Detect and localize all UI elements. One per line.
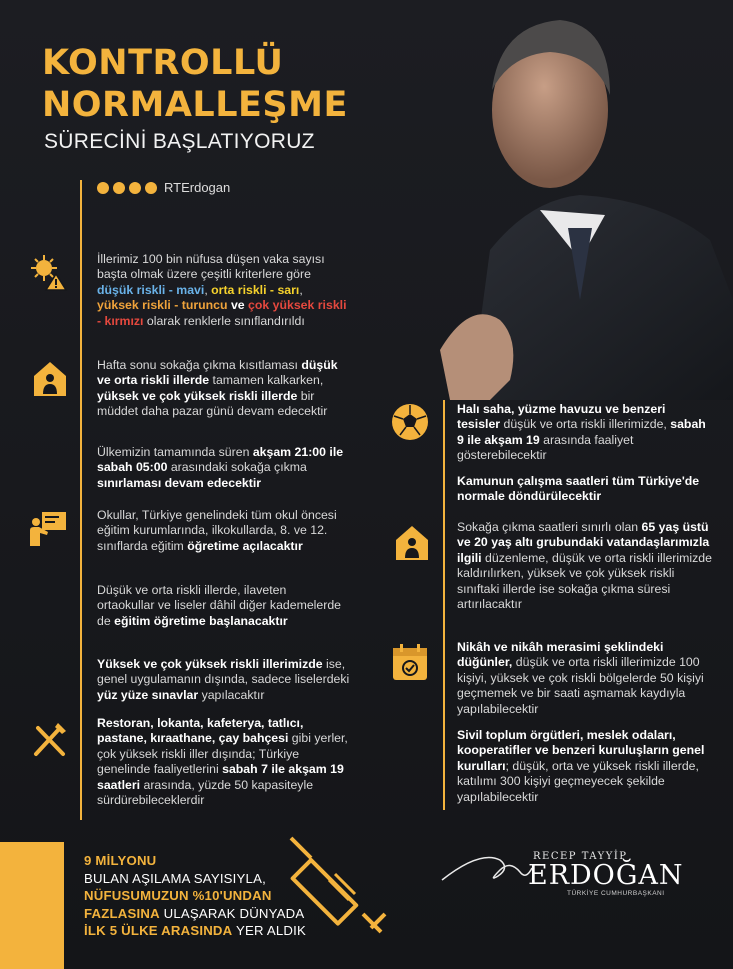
sports-facilities-text: Halı saha, yüzme havuzu ve benzeri tesisler düşük ve orta riskli illerimizde, sabah 9 ile akşam 19 arasında faaliyet gösterebilecektir xyxy=(457,402,706,463)
instagram-icon[interactable] xyxy=(129,182,141,194)
portrait-photo xyxy=(430,0,733,400)
weekend-curfew-text: Hafta sonu sokağa çıkma kısıtlaması düşük ve orta riskli illerde tamamen kalkarken, yüksek ve çok yüksek riskli illerde bir müddet daha pazar günü devam edecektir xyxy=(97,358,338,419)
fork-knife-icon xyxy=(30,720,70,760)
other-schools-text: Düşük ve orta riskli illerde, ilaveten ortaokullar ve liseler dâhil diğer kademelerde de eğitim öğretime başlanacaktır xyxy=(97,583,342,628)
home-person-icon xyxy=(392,522,432,562)
social-handle: RTErdogan xyxy=(164,180,231,195)
risk-classification-text: İllerimiz 100 bin nüfusa düşen vaka sayısı başta olmak üzere çeşitli kriterlere göre düşük riskli - mavi, orta riskli - sarı, yüksek riskli - turuncu ve çok yüksek riskli - kırmızı olarak renklerle sınıflandırıldı xyxy=(97,252,347,328)
title-line-1: KONTROLLÜ xyxy=(42,43,284,83)
football-icon xyxy=(390,402,430,442)
schools-open-text: Okullar, Türkiye genelindeki tüm okul öncesi eğitim kurumlarında, ilkokullarda, 8. ve 12. sınıflarda eğitim öğretime açılacaktır xyxy=(97,508,337,553)
calendar-check-icon xyxy=(390,642,430,682)
youtube-icon[interactable] xyxy=(145,182,157,194)
virus-warning-icon xyxy=(28,252,68,292)
left-timeline-line xyxy=(80,180,82,820)
home-person-icon xyxy=(30,358,70,398)
right-timeline-line xyxy=(443,400,445,810)
accent-block xyxy=(0,842,64,969)
syringe-icon xyxy=(285,832,395,942)
title-line-2: NORMALLEŞME xyxy=(42,85,348,125)
vaccination-summary: 9 MİLYONU BULAN AŞILAMA SAYISIYLA, NÜFUSUMUZUN %10'UNDAN FAZLASINA ULAŞARAK DÜNYADA İLK 5 ÜLKE ARASINDA YER ALDIK xyxy=(84,853,306,938)
social-handles xyxy=(97,180,230,195)
public-hours-text: Kamunun çalışma saatleri tüm Türkiye'de normale döndürülecektir xyxy=(457,474,700,504)
night-curfew-text: Ülkemizin tamamında süren akşam 21:00 ile sabah 05:00 arasındaki sokağa çıkma sınırlaması devam edecektir xyxy=(97,445,344,490)
restaurants-text: Restoran, lokanta, kafeterya, tatlıcı, pastane, kıraathane, çay bahçesi gibi yerler, çok yüksek riskli iller dışında; Türkiye genelinde faaliyetlerini sabah 7 ile akşam 19 saatleri arasında, yüzde 50 kapasiteyle sürdürebileceklerdir xyxy=(97,716,348,808)
page-title xyxy=(42,42,348,126)
facebook-icon[interactable] xyxy=(113,182,125,194)
signature-last-name: ERDOĞAN xyxy=(528,860,684,891)
signature-role: TÜRKİYE CUMHURBAŞKANI xyxy=(567,890,665,897)
age-groups-text: Sokağa çıkma saatleri sınırlı olan 65 yaş üstü ve 20 yaş altı grubundaki vatandaşlarımızla ilgili düzenleme, düşük ve orta riskli illerimizde kaldırılırken, yüksek ve çok yüksek riskli sınıftaki illerde ise sokağa çıkma süresi artırılacaktır xyxy=(457,520,712,612)
twitter-icon[interactable] xyxy=(97,182,109,194)
signature-first-name: RECEP TAYYİP xyxy=(533,851,628,862)
teacher-board-icon xyxy=(28,508,68,548)
exams-text: Yüksek ve çok yüksek riskli illerimizde ise, genel uygulamanın dışında, sadece liselerdeki yüz yüze sınavlar yapılacaktır xyxy=(97,657,350,702)
general-assembly-text: Sivil toplum örgütleri, meslek odaları, kooperatifler ve benzeri kuruluşların genel kurulları; düşük, orta ve yüksek riskli illerde, katılımı 300 kişiyi geçmeyecek şekilde yapılabilecektir xyxy=(457,728,705,804)
weddings-text: Nikâh ve nikâh merasimi şeklindeki düğünler, düşük ve orta riskli illerimizde 100 kişiyi, yüksek ve çok riskli bölgelerde 50 kişiyi geçmemek ve bir saati aşmamak kaydıyla yapılabilecektir xyxy=(457,640,704,716)
page-subtitle: SÜRECİNİ BAŞLATIYORUZ xyxy=(44,130,315,153)
